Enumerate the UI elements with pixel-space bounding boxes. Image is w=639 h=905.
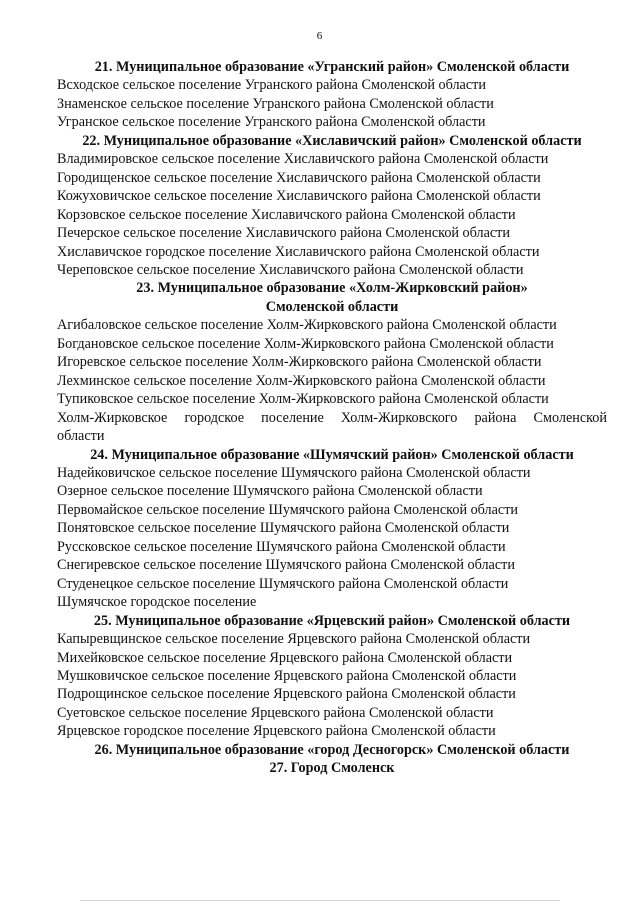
list-item-line-1: Холм-Жирковское городское поселение Холм-Жирковского района Смоленской bbox=[57, 409, 607, 426]
section-heading: 24. Муниципальное образование «Шумячский район» Смоленской области bbox=[90, 446, 574, 463]
list-item-line-2: области bbox=[57, 428, 105, 445]
list-item: Мушковичское сельское поселение Ярцевского района Смоленской области bbox=[57, 667, 517, 684]
list-item: Капыревщинское сельское поселение Ярцевского района Смоленской области bbox=[57, 631, 531, 648]
list-item: Угранское сельское поселение Угранского района Смоленской области bbox=[57, 114, 486, 131]
section-26 bbox=[57, 741, 607, 759]
list-item: Череповское сельское поселение Хиславичского района Смоленской области bbox=[57, 261, 524, 278]
list-item: Надейковичское сельское поселение Шумячского района Смоленской области bbox=[57, 464, 531, 481]
page-number: 6 bbox=[316, 30, 323, 42]
list-item: Богдановское сельское поселение Холм-Жирковского района Смоленской области bbox=[57, 335, 554, 352]
list-item: Студенецкое сельское поселение Шумячского района Смоленской области bbox=[57, 575, 509, 592]
list-item: Подрощинское сельское поселение Ярцевского района Смоленской области bbox=[57, 686, 516, 703]
list-item: Кожуховичское сельское поселение Хиславичского района Смоленской области bbox=[57, 188, 541, 205]
section-23 bbox=[57, 279, 607, 445]
list-item: Всходское сельское поселение Угранского района Смоленской области bbox=[57, 77, 486, 94]
list-item: Знаменское сельское поселение Угранского района Смоленской области bbox=[57, 95, 494, 112]
list-item: Снегиревское сельское поселение Шумячского района Смоленской области bbox=[57, 557, 515, 574]
section-heading-line-2: Смоленской области bbox=[265, 298, 399, 315]
section-24 bbox=[57, 446, 607, 612]
list-item: Михейковское сельское поселение Ярцевского района Смоленской области bbox=[57, 649, 513, 666]
section-heading: 22. Муниципальное образование «Хиславичский район» Смоленской области bbox=[82, 132, 582, 149]
list-item: Агибаловское сельское поселение Холм-Жирковского района Смоленской области bbox=[57, 317, 557, 334]
list-item: Руссковское сельское поселение Шумячского района Смоленской области bbox=[57, 538, 506, 555]
list-item: Понятовское сельское поселение Шумячского района Смоленской области bbox=[57, 520, 510, 537]
list-item: Суетовское сельское поселение Ярцевского района Смоленской области bbox=[57, 704, 494, 721]
scan-edge-line bbox=[80, 900, 560, 901]
section-27 bbox=[57, 759, 607, 777]
section-21 bbox=[57, 58, 607, 132]
section-heading-line-1: 23. Муниципальное образование «Холм-Жирковский район» bbox=[136, 280, 528, 297]
list-item-wrapped bbox=[57, 409, 607, 446]
section-25 bbox=[57, 612, 607, 741]
section-heading bbox=[57, 279, 607, 316]
document-body bbox=[57, 58, 607, 778]
list-item: Городищенское сельское поселение Хиславичского района Смоленской области bbox=[57, 169, 541, 186]
section-heading: 21. Муниципальное образование «Угранский район» Смоленской области bbox=[94, 59, 570, 75]
section-heading: 26. Муниципальное образование «город Десногорск» Смоленской области bbox=[94, 741, 570, 758]
list-item: Шумячское городское поселение bbox=[57, 594, 257, 611]
list-item: Владимировское сельское поселение Хиславичского района Смоленской области bbox=[57, 151, 549, 168]
list-item: Озерное сельское поселение Шумячского района Смоленской области bbox=[57, 483, 483, 500]
list-item: Лехминское сельское поселение Холм-Жирковского района Смоленской области bbox=[57, 372, 546, 389]
list-item: Ярцевское городское поселение Ярцевского района Смоленской области bbox=[57, 723, 496, 740]
list-item: Игоревское сельское поселение Холм-Жирковского района Смоленской области bbox=[57, 354, 542, 371]
list-item: Первомайское сельское поселение Шумячского района Смоленской области bbox=[57, 501, 519, 518]
list-item: Хиславичское городское поселение Хиславичского района Смоленской области bbox=[57, 243, 540, 260]
section-heading: 27. Город Смоленск bbox=[269, 760, 395, 777]
section-22 bbox=[57, 132, 607, 280]
list-item: Тупиковское сельское поселение Холм-Жирковского района Смоленской области bbox=[57, 391, 549, 408]
section-heading: 25. Муниципальное образование «Ярцевский район» Смоленской области bbox=[93, 612, 571, 629]
list-item: Корзовское сельское поселение Хиславичского района Смоленской области bbox=[57, 206, 516, 223]
list-item: Печерское сельское поселение Хиславичского района Смоленской области bbox=[57, 225, 510, 242]
